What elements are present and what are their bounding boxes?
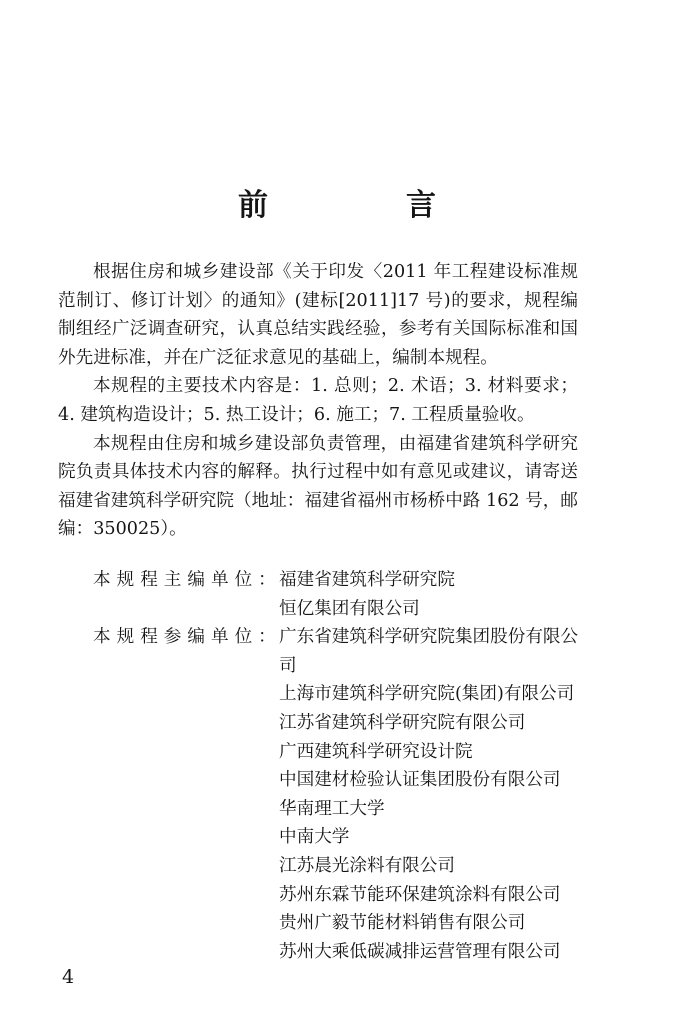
foreword-body <box>58 258 578 544</box>
chief-units-row <box>93 566 593 623</box>
chief-unit-name: 恒亿集团有限公司 <box>279 598 420 619</box>
chief-unit-name: 福建省建筑科学研究院 <box>279 570 455 590</box>
participating-units-list <box>279 623 593 966</box>
participating-unit-name: 中国建材检验认证集团股份有限公司 <box>279 770 561 791</box>
chief-units-section <box>93 566 593 966</box>
participating-unit-name: 中南大学 <box>279 827 350 848</box>
page-number: 4 <box>62 966 75 988</box>
paragraph-management: 本规程由住房和城乡建设部负责管理，由福建省建筑科学研究院负责具体技术内容的解释。执行过程中如有意见或建议，请寄送福建省建筑科学研究院（地址：福建省福州市杨桥中路 162 号，邮编：350025）。 <box>58 433 578 540</box>
participating-unit-name: 苏州大乘低碳减排运营管理有限公司 <box>279 941 561 962</box>
chief-units-list <box>279 566 593 623</box>
paragraph-basis: 根据住房和城乡建设部《关于印发〈2011 年工程建设标准规范制订、修订计划〉的通知》(建标[2011]17 号)的要求，规程编制组经广泛调查研究，认真总结实践经验，参考有关国际标准和国外先进标准，并在广泛征求意见的基础上，编制本规程。 <box>58 262 578 368</box>
participating-unit-name: 江苏晨光涂料有限公司 <box>279 855 455 876</box>
chief-units-label: 本规程主编单位： <box>93 570 282 590</box>
participating-unit-name: 江苏省建筑科学研究院有限公司 <box>279 712 526 733</box>
participating-unit-name: 广东省建筑科学研究院集团股份有限公司 <box>279 627 579 676</box>
paragraph-contents: 本规程的主要技术内容是：1. 总则；2. 术语；3. 材料要求；4. 建筑构造设计；5. 热工设计；6. 施工；7. 工程质量验收。 <box>58 376 578 425</box>
participating-units-label: 本规程参编单位： <box>93 627 282 648</box>
participating-unit-name: 上海市建筑科学研究院(集团)有限公司 <box>279 684 575 705</box>
participating-unit-name: 华南理工大学 <box>279 798 385 819</box>
participating-units-row <box>93 623 593 966</box>
page-title: 前 言 <box>238 188 490 223</box>
participating-unit-name: 贵州广毅节能材料销售有限公司 <box>279 913 526 934</box>
participating-unit-name: 苏州东霖节能环保建筑涂料有限公司 <box>279 884 561 905</box>
participating-unit-name: 广西建筑科学研究设计院 <box>279 741 473 762</box>
